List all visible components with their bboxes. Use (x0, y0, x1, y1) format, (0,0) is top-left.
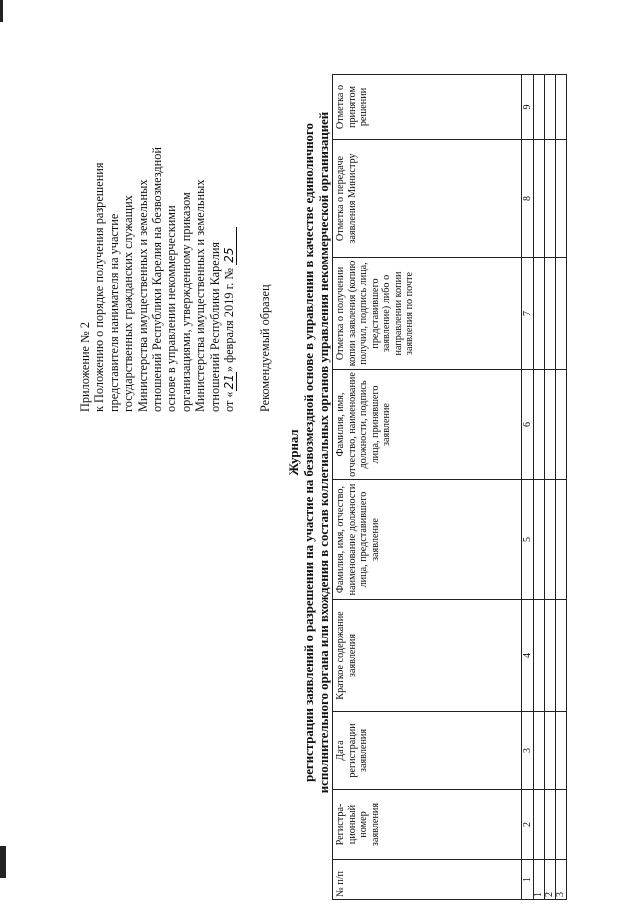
table-cell (534, 790, 545, 860)
appendix-line: отношений Республики Карелия (207, 241, 222, 412)
table-cell: 2 (545, 860, 556, 900)
column-number: 4 (522, 600, 534, 712)
table-row (545, 75, 556, 900)
table-cell (545, 75, 556, 140)
column-number: 8 (522, 140, 534, 258)
column-number: 2 (522, 790, 534, 860)
appendix-block (78, 92, 237, 412)
journal-title: Журнал (287, 429, 301, 476)
appendix-line: основе в управлении некоммерческими (164, 205, 179, 412)
table-cell (534, 370, 545, 480)
table-cell (556, 790, 567, 860)
table-cell (534, 712, 545, 790)
table-cell (556, 480, 567, 600)
column-number: 5 (522, 480, 534, 600)
header-cell: Отметка о принятом решении (333, 75, 522, 140)
order-day: 21 (222, 374, 237, 390)
header-row (333, 75, 522, 900)
table-cell (534, 75, 545, 140)
order-number: 25 (222, 227, 237, 265)
table-cell (556, 600, 567, 712)
table-cell (534, 140, 545, 258)
header-cell: Краткое содержание заявления (333, 600, 522, 712)
header-cell: Отметка о передаче заявления Министру (333, 140, 522, 258)
header-cell: Регистра-ционный номер заявления (333, 790, 522, 860)
sample-label: Рекомендуемый образец (258, 284, 272, 412)
table-cell: 3 (556, 860, 567, 900)
appendix-line: Министерства имущественных и земельных (193, 179, 208, 412)
table-cell (556, 75, 567, 140)
column-number: 1 (522, 860, 534, 900)
table-cell (556, 258, 567, 370)
table-row (556, 75, 567, 900)
journal-table (332, 74, 567, 900)
column-number: 6 (522, 370, 534, 480)
appendix-line: государственных гражданских служащих (121, 195, 136, 412)
table-cell (534, 258, 545, 370)
header-cell: № п/п (333, 860, 522, 900)
order-date-line: от «21» февраля 2019 г. № 25 (222, 92, 237, 412)
table-cell (545, 712, 556, 790)
table-cell (534, 480, 545, 600)
table-cell (556, 712, 567, 790)
header-cell: Отметка о получении копии заявления (копию получил, подпись лица, представившего заявление) либо о направлении копии заявления по почте (333, 258, 522, 370)
appendix-line: Министерства имущественных и земельных (135, 179, 150, 412)
table-cell (545, 370, 556, 480)
column-number: 9 (522, 75, 534, 140)
table-cell (545, 258, 556, 370)
appendix-line: к Положению о порядке получения разрешения (92, 162, 107, 412)
column-number-row (522, 75, 534, 900)
journal-subtitle-line2: исполнительного органа или вхождения в состав коллегиальных органов управления некоммерческой организацией (317, 111, 331, 794)
column-number: 7 (522, 258, 534, 370)
appendix-line: Приложение № 2 (78, 321, 92, 412)
appendix-line: отношений Республики Карелия на безвозмездной (150, 147, 165, 412)
header-cell: Дата регистрации заявления (333, 712, 522, 790)
table-cell: 1 (534, 860, 545, 900)
table-cell (545, 600, 556, 712)
header-cell: Фамилия, имя, отчество, наименование должности лица, представившего заявление (333, 480, 522, 600)
table-cell (545, 480, 556, 600)
scan-edge-mark (0, 846, 6, 878)
header-cell: Фамилия, имя, отчество, наименование должности, подпись лица, принявшего заявление (333, 370, 522, 480)
table-cell (545, 140, 556, 258)
scan-edge-mark (0, 0, 3, 22)
column-number: 3 (522, 712, 534, 790)
appendix-line: организациями, утвержденному приказом (178, 192, 193, 412)
table-cell (545, 790, 556, 860)
table-cell (534, 600, 545, 712)
table-row (534, 75, 545, 900)
appendix-line: представителя нанимателя на участие (106, 213, 121, 412)
table-cell (556, 140, 567, 258)
journal-subtitle-line1: регистрации заявлений о разрешении на участие на безвозмездной основе в управлении в качестве единоличного (302, 123, 316, 782)
table-cell (556, 370, 567, 480)
